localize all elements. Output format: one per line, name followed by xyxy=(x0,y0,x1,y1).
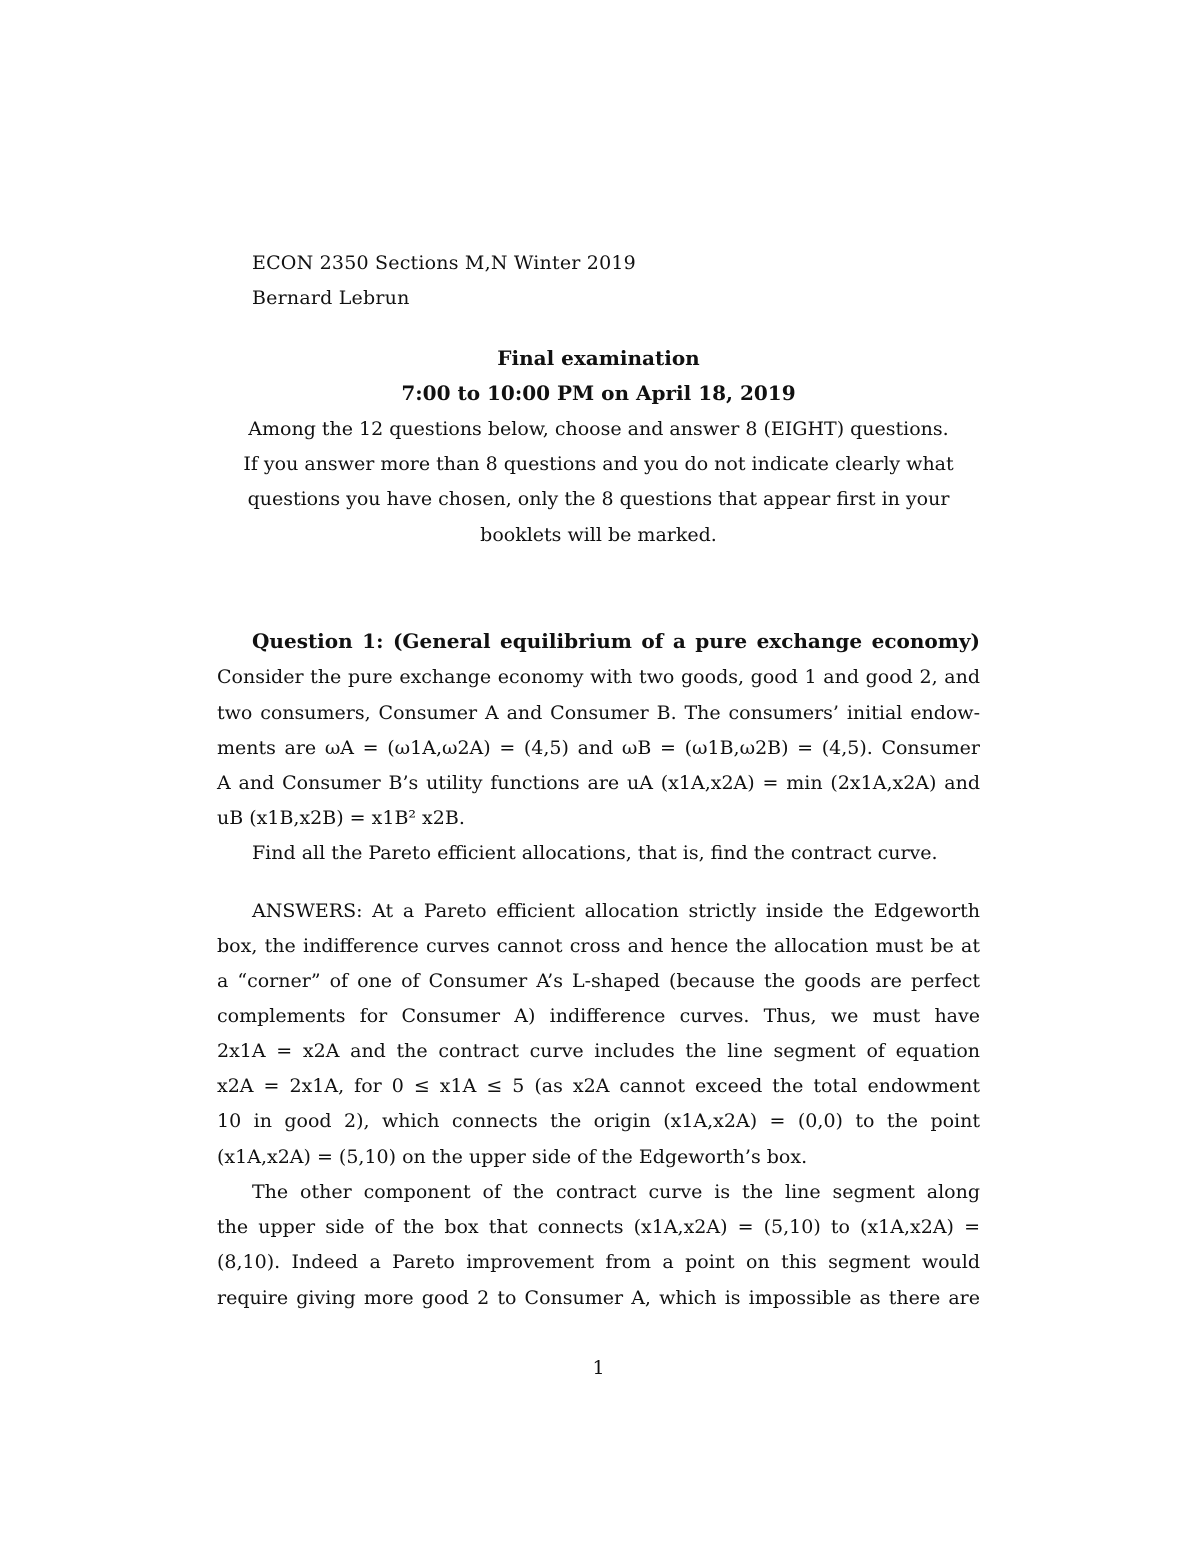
answer-line: (8,10). Indeed a Pareto improvement from a point on this segment would xyxy=(217,1251,980,1273)
answer-line: ANSWERS: At a Pareto efficient allocation strictly inside the Edgeworth xyxy=(252,900,980,922)
course-line: ECON 2350 Sections M,N Winter 2019 xyxy=(252,252,636,274)
question-1-text-line: A and Consumer B’s utility functions are uA (x1A,x2A) = min (2x1A,x2A) and xyxy=(217,772,980,794)
question-1-text-line: ments are ωA = (ω1A,ω2A) = (4,5) and ωB = (ω1B,ω2B) = (4,5). Consumer xyxy=(217,737,980,759)
answer-line: 2x1A = x2A and the contract curve includes the line segment of equation xyxy=(217,1040,980,1062)
answer-line: require giving more good 2 to Consumer A, which is impossible as there are xyxy=(217,1287,980,1309)
question-1-text-line: two consumers, Consumer A and Consumer B. The consumers’ initial endow- xyxy=(217,702,980,724)
answer-line: box, the indifference curves cannot cross and hence the allocation must be at xyxy=(217,935,980,957)
answer-line: x2A = 2x1A, for 0 ≤ x1A ≤ 5 (as x2A cannot exceed the total endowment xyxy=(217,1075,980,1097)
answer-line: the upper side of the box that connects (x1A,x2A) = (5,10) to (x1A,x2A) = xyxy=(217,1216,980,1238)
answer-line: (x1A,x2A) = (5,10) on the upper side of the Edgeworth’s box. xyxy=(217,1146,808,1168)
exam-time: 7:00 to 10:00 PM on April 18, 2019 xyxy=(401,381,796,405)
answer-line: 10 in good 2), which connects the origin (x1A,x2A) = (0,0) to the point xyxy=(217,1110,980,1132)
answer-line: complements for Consumer A) indifference curves. Thus, we must have xyxy=(217,1005,980,1027)
exam-title: Final examination xyxy=(497,346,700,370)
instruction-line: Among the 12 questions below, choose and answer 8 (EIGHT) questions. xyxy=(248,418,949,440)
instruction-line: questions you have chosen, only the 8 questions that appear first in your xyxy=(247,488,950,510)
instruction-line: booklets will be marked. xyxy=(480,524,717,546)
instructor-name: Bernard Lebrun xyxy=(252,287,410,309)
page-number: 1 xyxy=(592,1357,605,1379)
instruction-line: If you answer more than 8 questions and you do not indicate clearly what xyxy=(243,453,954,475)
question-1-task: Find all the Pareto efficient allocations, that is, find the contract curve. xyxy=(252,842,938,864)
question-1-text-line: Consider the pure exchange economy with two goods, good 1 and good 2, and xyxy=(217,666,980,688)
question-1-text-line: uB (x1B,x2B) = x1B² x2B. xyxy=(217,807,465,829)
answer-line: a “corner” of one of Consumer A’s L-shaped (because the goods are perfect xyxy=(217,970,980,992)
answer-line: The other component of the contract curve is the line segment along xyxy=(252,1181,980,1203)
question-1-heading: Question 1: (General equilibrium of a pure exchange economy) xyxy=(252,629,980,653)
